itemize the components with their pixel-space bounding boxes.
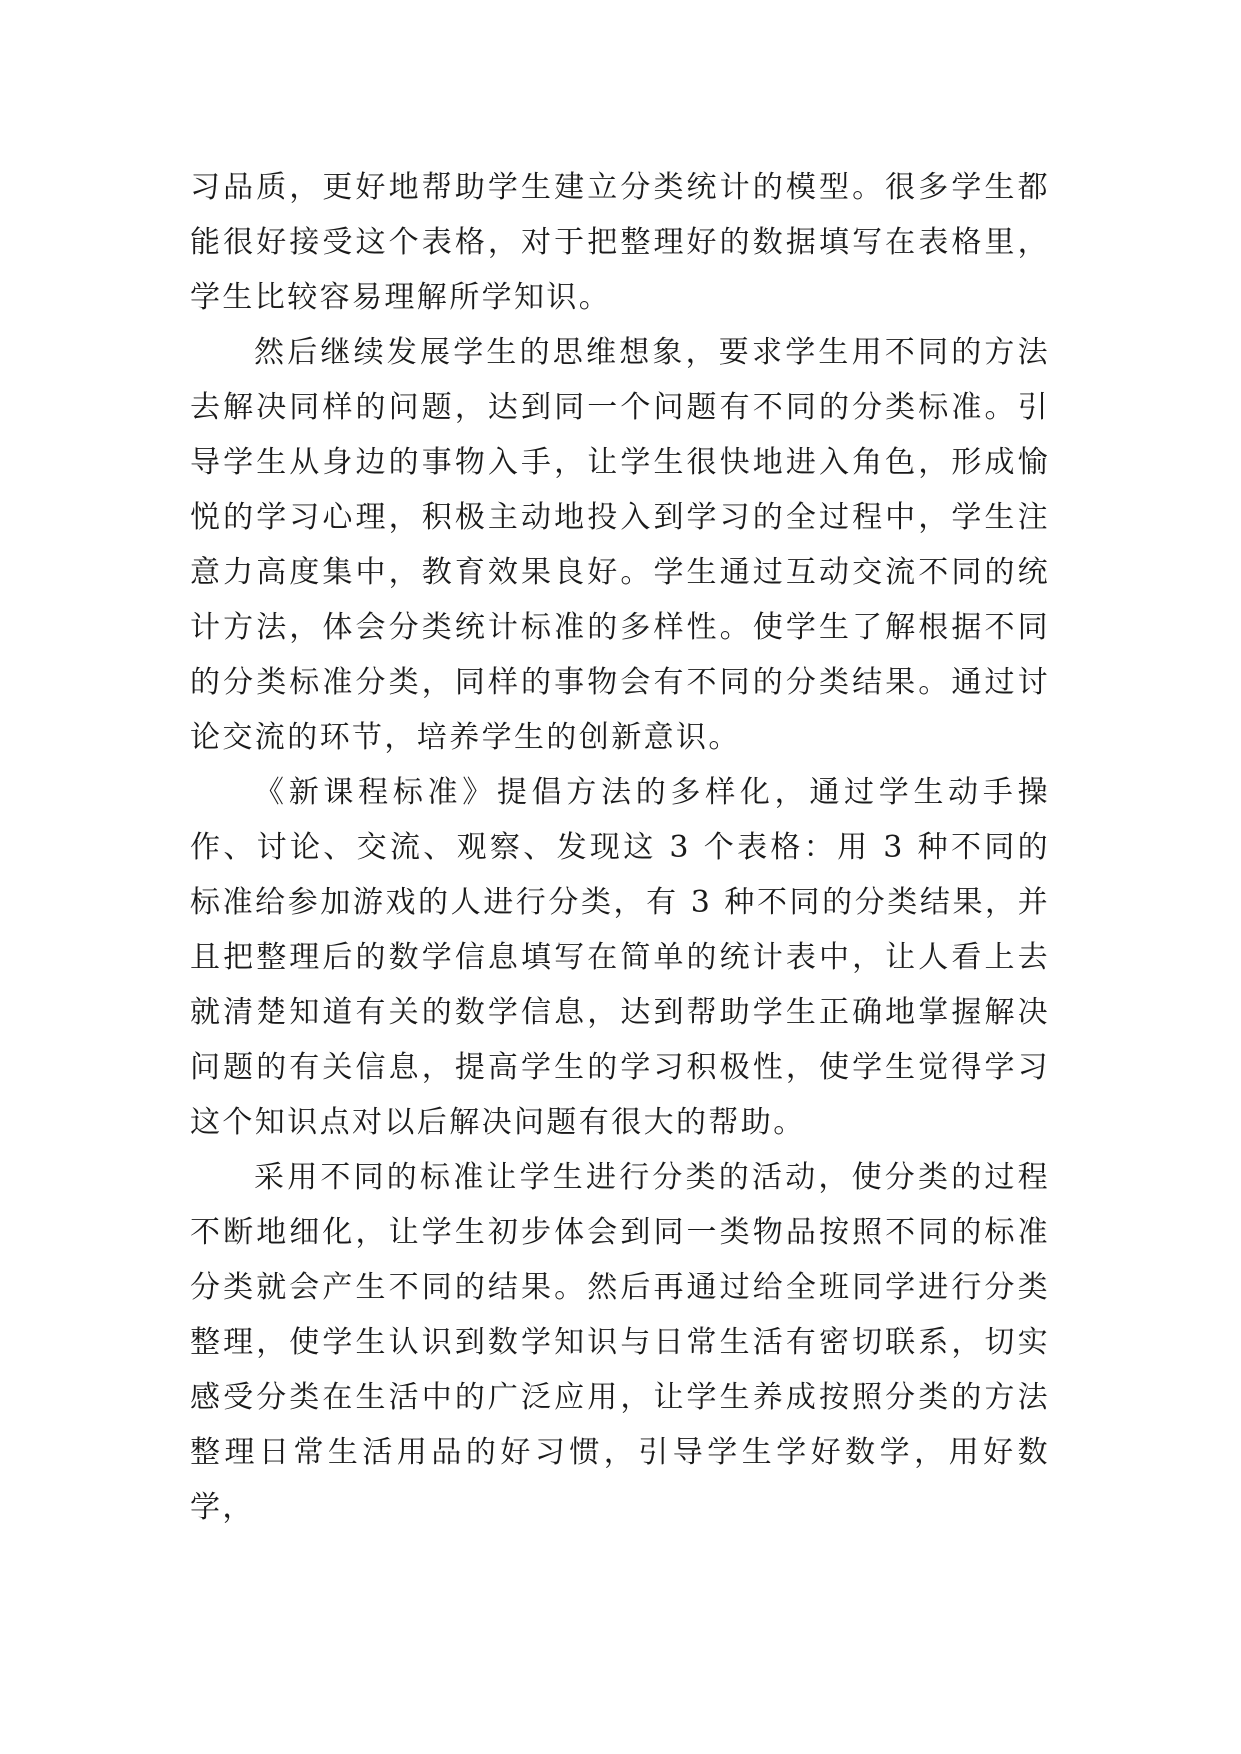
document-body bbox=[190, 160, 1050, 1535]
paragraph-3: 《新课程标准》提倡方法的多样化，通过学生动手操作、讨论、交流、观察、发现这 3 个表格：用 3 种不同的标准给参加游戏的人进行分类，有 3 种不同的分类结果，并且把整理后的数学信息填写在简单的统计表中，让人看上去就清楚知道有关的数学信息，达到帮助学生正确地掌握解决问题的有关信息，提高学生的学习积极性，使学生觉得学习这个知识点对以后解决问题有很大的帮助。 bbox=[190, 775, 1050, 1140]
paragraph-1: 习品质，更好地帮助学生建立分类统计的模型。很多学生都能很好接受这个表格，对于把整理好的数据填写在表格里，学生比较容易理解所学知识。 bbox=[190, 170, 1050, 315]
paragraph-4: 采用不同的标准让学生进行分类的活动，使分类的过程不断地细化，让学生初步体会到同一类物品按照不同的标准分类就会产生不同的结果。然后再通过给全班同学进行分类整理，使学生认识到数学知识与日常生活有密切联系，切实感受分类在生活中的广泛应用，让学生养成按照分类的方法整理日常生活用品的好习惯，引导学生学好数学，用好数学， bbox=[190, 1160, 1050, 1525]
paragraph-2: 然后继续发展学生的思维想象，要求学生用不同的方法去解决同样的问题，达到同一个问题有不同的分类标准。引导学生从身边的事物入手，让学生很快地进入角色，形成愉悦的学习心理，积极主动地投入到学习的全过程中，学生注意力高度集中，教育效果良好。学生通过互动交流不同的统计方法，体会分类统计标准的多样性。使学生了解根据不同的分类标准分类，同样的事物会有不同的分类结果。通过讨论交流的环节，培养学生的创新意识。 bbox=[190, 335, 1050, 755]
